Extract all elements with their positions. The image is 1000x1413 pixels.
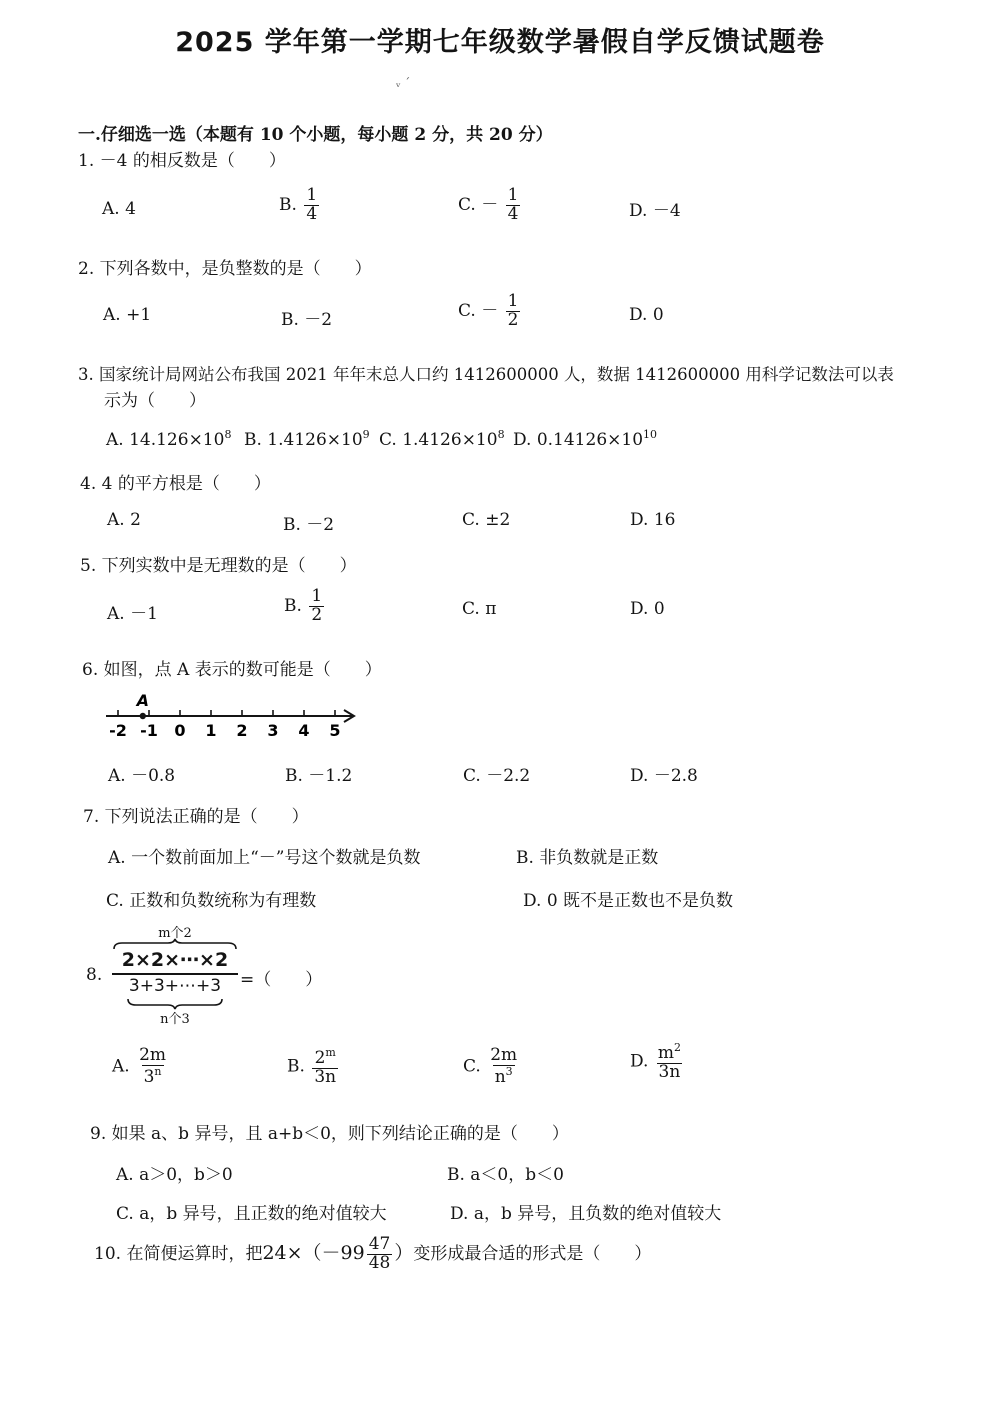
q10-expression-post: ） — [394, 1241, 414, 1264]
q10-stem-pre: 10. 在简便运算时，把 — [94, 1243, 263, 1264]
fraction-denominator — [493, 1065, 515, 1087]
number-line-tick-label: 2 — [236, 721, 248, 740]
bottom-brace-label: n个3 — [160, 1012, 190, 1027]
denominator-base: 3 — [143, 1066, 155, 1087]
question-6-stem: 6. 如图，点 A 表示的数可能是（ ） — [82, 660, 382, 680]
q3-option-a — [106, 428, 231, 450]
number-line — [100, 688, 370, 744]
q5-option-d: D. 0 — [630, 599, 665, 619]
q2-option-c-fraction — [506, 293, 521, 330]
q8-option-d-fraction — [656, 1042, 683, 1082]
q4-option-a: A. 2 — [107, 510, 141, 530]
fraction-numerator: 47 — [368, 1234, 391, 1254]
q1-option-b-label: B. — [279, 194, 297, 215]
q8-tail: =（ ） — [240, 970, 323, 990]
numerator-base: 2 — [314, 1048, 326, 1068]
q8-expression — [110, 922, 240, 1027]
question-7-stem: 7. 下列说法正确的是（ ） — [83, 807, 309, 827]
q8-option-c-label: C. — [463, 1056, 481, 1077]
q8-option-b-label: B. — [287, 1056, 305, 1077]
q7-option-d: D. 0 既不是正数也不是负数 — [523, 891, 734, 911]
q10-expression-pre: 24×（－99 — [262, 1241, 365, 1264]
q1-option-c-fraction — [506, 187, 521, 224]
q8-option-a-fraction — [137, 1047, 168, 1087]
q8-fraction-bar — [112, 973, 238, 975]
q10-fraction — [367, 1236, 393, 1273]
q3-option-c-base: C. 1.4126×10 — [379, 430, 498, 450]
q2-option-c-label: C. － — [458, 300, 499, 321]
q3-option-c-exponent: 8 — [497, 428, 505, 441]
question-5-stem: 5. 下列实数中是无理数的是（ ） — [80, 556, 357, 576]
q1-option-c-label: C. － — [458, 194, 499, 215]
q9-option-d: D. a，b 异号，且负数的绝对值较大 — [450, 1204, 722, 1224]
fraction-denominator: 3n — [314, 1066, 337, 1087]
q1-option-b-fraction — [304, 187, 319, 224]
top-brace-label: m个2 — [158, 926, 192, 941]
section-heading: 一.仔细选一选（本题有 10 个小题，每小题 2 分，共 20 分） — [78, 125, 553, 145]
question-3-stem-line2: 示为（ ） — [104, 391, 206, 411]
q8-option-b — [287, 1047, 340, 1087]
q5-option-b — [284, 588, 326, 625]
fraction-denominator: 2 — [507, 309, 519, 330]
fraction-denominator — [142, 1065, 164, 1087]
q3-option-b-exponent: 9 — [362, 428, 370, 441]
fraction-numerator: 1 — [507, 291, 519, 311]
q8-numerator: 2×2×⋯×2 — [121, 949, 229, 971]
q3-option-c — [379, 428, 505, 450]
q5-option-b-fraction — [309, 588, 324, 625]
fraction-denominator: 4 — [306, 203, 318, 224]
q3-option-b-base: B. 1.4126×10 — [244, 430, 363, 450]
numerator-exponent: 2 — [673, 1041, 681, 1054]
question-10-stem — [94, 1236, 651, 1273]
fraction-denominator: 4 — [507, 203, 519, 224]
q8-option-b-fraction — [312, 1047, 338, 1087]
q5-option-c: C. π — [462, 599, 497, 619]
q1-option-d: D. －4 — [629, 201, 681, 221]
number-line-tick-label: 4 — [298, 721, 310, 740]
fraction-numerator: 1 — [306, 185, 318, 205]
q7-option-a: A. 一个数前面加上“－”号这个数就是负数 — [108, 848, 421, 868]
number-line-tick-label: -1 — [140, 721, 158, 740]
q6-option-d: D. －2.8 — [630, 766, 698, 786]
q3-option-d — [513, 428, 657, 450]
page-title: 2025 学年第一学期七年级数学暑假自学反馈试题卷 — [175, 27, 825, 58]
question-3-stem-line1: 3. 国家统计局网站公布我国 2021 年年末总人口约 1412600000 人，数据 1412600000 用科学记数法可以表 — [78, 365, 894, 384]
fraction-numerator: 1 — [311, 586, 323, 606]
q8-option-c — [463, 1047, 521, 1087]
q4-option-c: C. ±2 — [462, 510, 511, 530]
fraction-numerator — [656, 1042, 683, 1063]
question-9-stem: 9. 如果 a、b 异号，且 a+b＜0，则下列结论正确的是（ ） — [90, 1124, 569, 1144]
q8-option-c-fraction — [488, 1047, 519, 1087]
fraction-denominator: 48 — [368, 1252, 391, 1273]
denominator-base: n — [494, 1066, 506, 1087]
denominator-exponent: 3 — [505, 1064, 513, 1078]
q5-option-b-label: B. — [284, 595, 302, 616]
q10-stem-post: 变形成最合适的形式是（ ） — [413, 1243, 652, 1264]
fraction-numerator — [313, 1047, 338, 1068]
q8-option-d — [630, 1042, 685, 1082]
q3-option-d-exponent: 10 — [643, 428, 658, 441]
q2-option-b: B. －2 — [281, 310, 333, 330]
question-1-stem: 1. －4 的相反数是（ ） — [78, 151, 286, 171]
number-line-tick-label: 1 — [205, 721, 217, 740]
q9-option-c: C. a，b 异号，且正数的绝对值较大 — [116, 1204, 387, 1224]
fraction-numerator: 1 — [507, 185, 519, 205]
q4-option-b: B. －2 — [283, 515, 335, 535]
fraction-numerator: 2m — [139, 1045, 167, 1065]
question-8-number: 8. — [86, 965, 103, 985]
q3-option-b — [244, 428, 370, 450]
q1-option-a: A. 4 — [102, 199, 136, 219]
point-a-label: A — [136, 691, 149, 710]
number-line-tick-label: 0 — [174, 721, 186, 740]
q1-option-b — [279, 187, 321, 224]
q5-option-a: A. －1 — [107, 604, 158, 624]
number-line-tick-label: -2 — [109, 721, 127, 740]
point-a-marker — [140, 713, 146, 719]
numerator-base: m — [657, 1043, 674, 1063]
numerator-exponent: m — [325, 1046, 336, 1059]
q6-option-c: C. －2.2 — [463, 766, 531, 786]
q8-denominator: 3+3+⋯+3 — [128, 976, 222, 996]
question-2-stem: 2. 下列各数中，是负整数的是（ ） — [78, 259, 372, 279]
fraction-denominator: 2 — [311, 604, 323, 625]
q3-option-a-base: A. 14.126×10 — [106, 430, 225, 450]
q3-option-d-base: D. 0.14126×10 — [513, 430, 644, 450]
q2-option-d: D. 0 — [629, 305, 664, 325]
q2-option-c — [458, 293, 522, 330]
q2-option-a: A. +1 — [103, 305, 152, 325]
q8-option-a — [112, 1047, 170, 1087]
q7-option-c: C. 正数和负数统称为有理数 — [106, 891, 317, 911]
q6-option-b: B. －1.2 — [285, 766, 353, 786]
number-line-tick-label: 3 — [267, 721, 279, 740]
fraction-numerator: 2m — [490, 1045, 518, 1065]
q9-option-b: B. a＜0，b＜0 — [447, 1165, 564, 1185]
denominator-exponent: n — [154, 1064, 162, 1078]
fraction-denominator: 3n — [658, 1061, 681, 1082]
q7-option-b: B. 非负数就是正数 — [516, 848, 659, 868]
scan-mark: ᵥ ´ — [396, 76, 411, 90]
q3-option-a-exponent: 8 — [224, 428, 232, 441]
q4-option-d: D. 16 — [630, 510, 676, 530]
q9-option-a: A. a＞0，b＞0 — [116, 1165, 233, 1185]
q8-option-d-label: D. — [630, 1051, 649, 1072]
q1-option-c — [458, 187, 522, 224]
q8-option-a-label: A. — [112, 1056, 130, 1077]
q6-option-a: A. －0.8 — [108, 766, 176, 786]
number-line-tick-label: 5 — [329, 721, 341, 740]
question-4-stem: 4. 4 的平方根是（ ） — [80, 474, 271, 494]
